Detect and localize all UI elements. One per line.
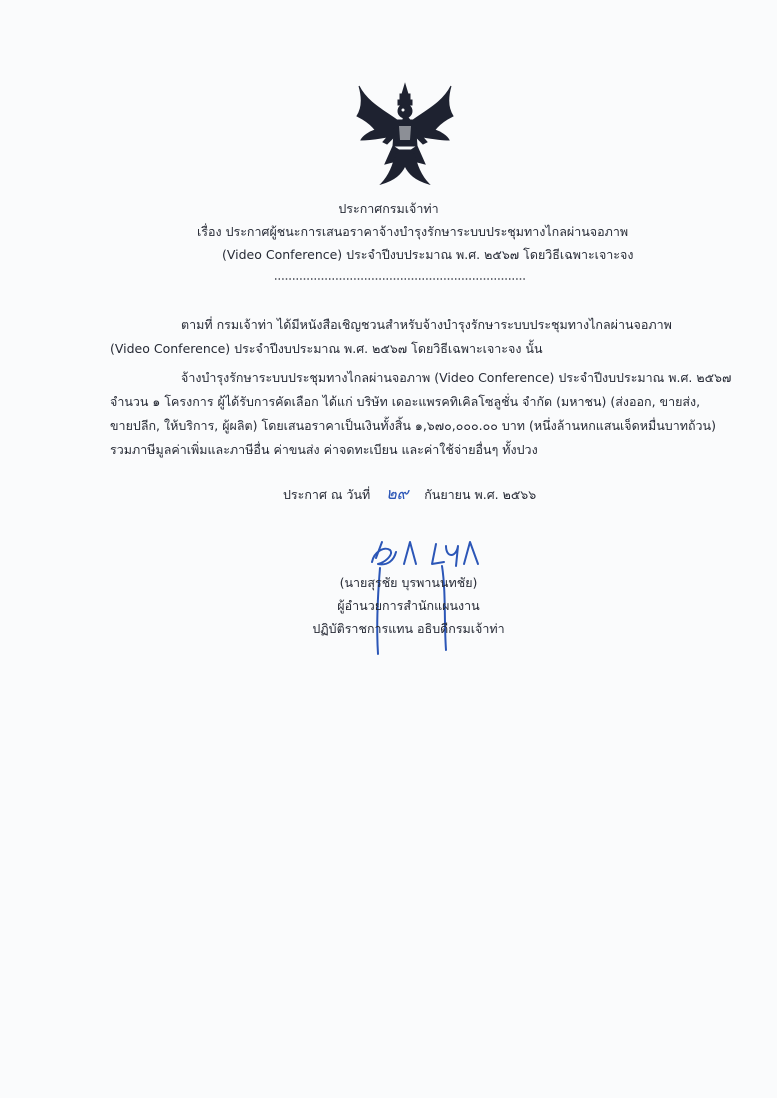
garuda-emblem — [353, 80, 457, 188]
announcement-date — [283, 485, 536, 504]
date-day-handwritten: ๒๙ — [386, 484, 409, 503]
dotted-separator — [275, 277, 525, 281]
issuer-title: ประกาศกรมเจ้าท่า — [338, 201, 439, 216]
handwritten-signature — [360, 532, 500, 657]
date-suffix: กันยายน พ.ศ. ๒๕๖๖ — [424, 487, 537, 502]
subject-line-2: (Video Conference) ประจำปีงบประมาณ พ.ศ. ๒๕๖๗ โดยวิธีเฉพาะเจาะจง — [222, 247, 634, 262]
paragraph-2-line-3: ขายปลีก, ให้บริการ, ผู้ผลิต) โดยเสนอราคาเป็นเงินทั้งสิ้น ๑,๖๗๐,๐๐๐.๐๐ บาท (หนึ่งล้านหกแสนเจ็ดหมื่นบาทถ้วน) — [110, 418, 716, 433]
signatory-acting: ปฏิบัติราชการแทน อธิบดีกรมเจ้าท่า — [312, 621, 505, 636]
paragraph-1-line-1: ตามที่ กรมเจ้าท่า ได้มีหนังสือเชิญชวนสำหรับจ้างบำรุงรักษาระบบประชุมทางไกลผ่านจอภาพ — [181, 317, 672, 332]
paragraph-2-line-4: รวมภาษีมูลค่าเพิ่มและภาษีอื่น ค่าขนส่ง ค่าจดทะเบียน และค่าใช้จ่ายอื่นๆ ทั้งปวง — [110, 442, 538, 457]
paragraph-1-line-2: (Video Conference) ประจำปีงบประมาณ พ.ศ. ๒๕๖๗ โดยวิธีเฉพาะเจาะจง นั้น — [110, 341, 543, 356]
paragraph-2-line-1: จ้างบำรุงรักษาระบบประชุมทางไกลผ่านจอภาพ (Video Conference) ประจำปีงบประมาณ พ.ศ. ๒๕๖๗ — [181, 370, 732, 385]
subject-line-1: เรื่อง ประกาศผู้ชนะการเสนอราคาจ้างบำรุงรักษาระบบประชุมทางไกลผ่านจอภาพ — [197, 224, 629, 239]
paragraph-2-line-2: จำนวน ๑ โครงการ ผู้ได้รับการคัดเลือก ได้แก่ บริษัท เดอะแพรคทิเคิลโซลูชั่น จำกัด (มหาชน) (ส่งออก, ขายส่ง, — [110, 394, 701, 409]
signatory-name: (นายสุรชัย บุรพานนทชัย) — [339, 575, 478, 590]
date-prefix: ประกาศ ณ วันที่ — [283, 487, 371, 502]
signatory-position: ผู้อำนวยการสำนักแผนงาน — [337, 598, 480, 613]
